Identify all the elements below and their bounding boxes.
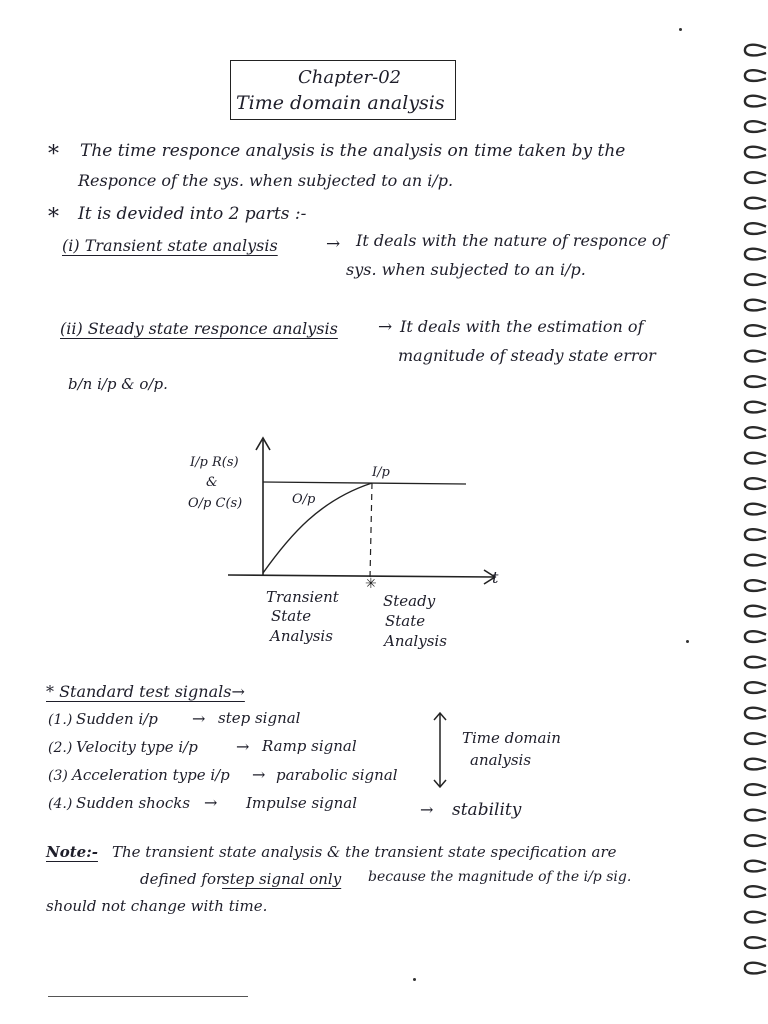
spiral-coil <box>745 657 766 668</box>
signal-item-arrow: → <box>236 737 250 756</box>
spiral-coil <box>745 70 766 81</box>
spiral-coil <box>745 376 766 387</box>
spiral-coil <box>745 453 766 464</box>
spiral-coil <box>745 529 766 540</box>
spiral-coil <box>745 912 766 923</box>
part1-label: (i) Transient state analysis <box>62 236 278 255</box>
signal-item-input: Sudden i/p <box>76 710 158 728</box>
signal-item-signal: Ramp signal <box>262 737 357 755</box>
part2-desc-line2: magnitude of steady state error <box>398 346 656 365</box>
para1-line1: The time responce analysis is the analysis on time taken by the <box>80 141 626 161</box>
signals-heading: * Standard test signals→ <box>46 682 245 701</box>
signal-item-input: Velocity type i/p <box>76 738 198 756</box>
spiral-coil <box>745 759 766 770</box>
spiral-coil <box>745 886 766 897</box>
graph-ylabel-input: I/p R(s) <box>190 455 239 470</box>
note-line2c: because the magnitude of the i/p sig. <box>368 869 632 885</box>
spiral-coil <box>745 810 766 821</box>
spiral-coil <box>745 172 766 183</box>
part1-desc-line1: It deals with the nature of responce of <box>356 231 668 250</box>
para2-line1: It is devided into 2 parts :- <box>78 204 307 224</box>
signal-item-arrow: → <box>252 765 266 784</box>
time-domain-bracket <box>430 710 450 790</box>
spiral-coil <box>745 96 766 107</box>
spiral-coil <box>745 733 766 744</box>
graph-input-label: I/p <box>372 465 390 480</box>
spiral-coil <box>745 351 766 362</box>
transient-region-label-1: Transient <box>266 588 339 606</box>
input-step-line <box>263 482 466 484</box>
note-line3: should not change with time. <box>46 897 268 915</box>
stray-dot <box>686 640 689 643</box>
graph-ylabel-and: & <box>206 475 218 490</box>
part1-desc-line2: sys. when subjected to an i/p. <box>346 260 586 279</box>
spiral-binding <box>738 38 768 988</box>
signal-item-input: Sudden shocks <box>76 794 191 812</box>
spiral-coil <box>745 631 766 642</box>
bracket-label-line1: Time domain <box>462 729 561 747</box>
chapter-title: Time domain analysis <box>236 92 445 114</box>
output-response-curve <box>263 483 372 573</box>
para1-line2: Responce of the sys. when subjected to an i/p. <box>78 171 454 190</box>
bottom-rule <box>48 996 248 997</box>
spiral-coil <box>745 223 766 234</box>
bullet-star: * <box>48 205 59 230</box>
signal-item-input: Acceleration type i/p <box>72 766 230 784</box>
steady-region-label-1: Steady <box>383 592 436 610</box>
graph-x-axis <box>228 575 494 577</box>
part2-desc-line3: b/n i/p & o/p. <box>68 375 168 393</box>
spiral-coil <box>745 682 766 693</box>
spiral-coil <box>745 555 766 566</box>
spiral-coil <box>745 580 766 591</box>
spiral-coil <box>745 274 766 285</box>
signal-item-arrow: → <box>192 709 206 728</box>
stray-dot <box>413 978 416 981</box>
signal-item-signal: parabolic signal <box>276 766 398 784</box>
graph-ylabel-output: O/p C(s) <box>188 496 243 511</box>
part2-arrow: → <box>378 317 393 337</box>
part2-label: (ii) Steady state responce analysis <box>60 319 338 338</box>
note-line1: The transient state analysis & the transient state specification are <box>112 843 617 861</box>
note-label: Note:- <box>46 843 98 861</box>
spiral-coil <box>745 504 766 515</box>
spiral-coil <box>745 963 766 974</box>
spiral-coil <box>745 147 766 158</box>
spiral-coil <box>745 861 766 872</box>
graph-xlabel: t <box>492 568 499 587</box>
stray-dot <box>679 28 682 31</box>
spiral-coil <box>745 300 766 311</box>
stability-label: stability <box>452 800 522 820</box>
spiral-coil <box>745 835 766 846</box>
spiral-coil <box>745 45 766 56</box>
spiral-coil <box>745 937 766 948</box>
note-line2b: step signal only <box>222 870 342 888</box>
part2-desc-line1: It deals with the estimation of <box>400 317 644 336</box>
signal-item-num: (1.) <box>48 712 73 728</box>
spiral-coil <box>745 708 766 719</box>
transient-region-label-3: Analysis <box>270 627 333 645</box>
spiral-coil <box>745 325 766 336</box>
steady-region-label-2: State <box>385 612 426 630</box>
bracket-label-line2: analysis <box>470 751 532 769</box>
spiral-coil <box>745 606 766 617</box>
signal-item-num: (3) <box>48 768 68 784</box>
transient-region-label-2: State <box>271 607 312 625</box>
stability-arrow: → <box>420 800 434 819</box>
steady-region-label-3: Analysis <box>384 632 447 650</box>
spiral-coil <box>745 121 766 132</box>
signal-item-num: (2.) <box>48 740 73 756</box>
spiral-coil <box>745 198 766 209</box>
spiral-coil <box>745 478 766 489</box>
signal-item-num: (4.) <box>48 796 73 812</box>
signal-item-arrow: → <box>204 793 218 812</box>
signal-item-signal: step signal <box>218 709 301 727</box>
divider-star-icon: ✳ <box>365 576 377 592</box>
bullet-star: * <box>48 142 59 167</box>
part1-arrow: → <box>326 234 341 254</box>
spiral-coil <box>745 249 766 260</box>
spiral-coil <box>745 427 766 438</box>
signal-item-signal: Impulse signal <box>246 794 358 812</box>
graph-output-label: O/p <box>292 492 316 507</box>
spiral-coil <box>745 402 766 413</box>
note-line2a: defined for <box>140 870 224 888</box>
chapter-number: Chapter-02 <box>298 67 402 88</box>
region-divider-dashed <box>370 483 372 578</box>
spiral-coil <box>745 784 766 795</box>
